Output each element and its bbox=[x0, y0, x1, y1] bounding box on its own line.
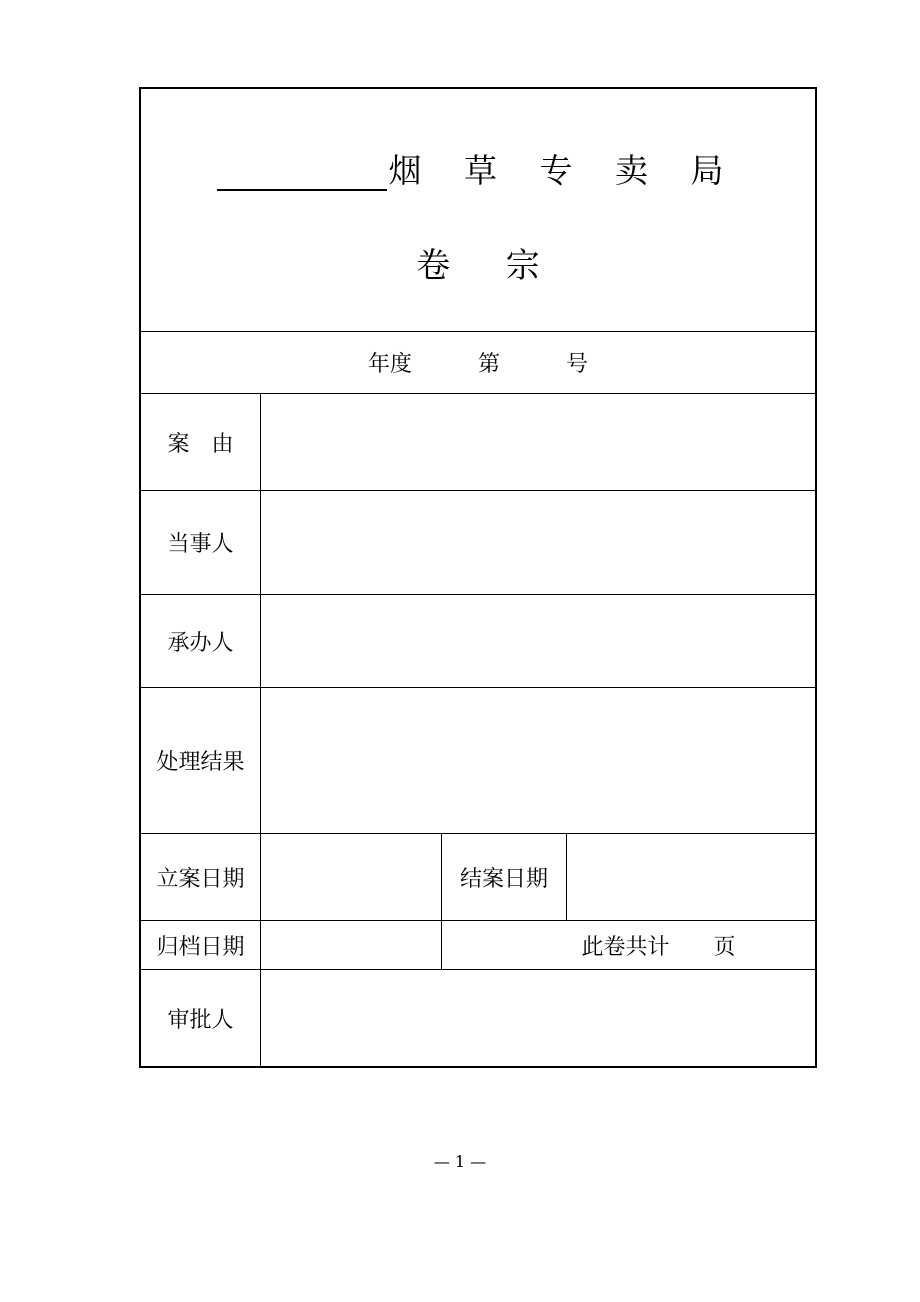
page-count-text: 此卷共计 页 bbox=[581, 934, 736, 960]
org-title bbox=[141, 141, 815, 191]
org-title-suffix: 烟 草 专 卖 局 bbox=[388, 151, 740, 190]
result-field[interactable] bbox=[261, 688, 815, 833]
party-label: 当事人 bbox=[167, 532, 234, 557]
handler-field[interactable] bbox=[261, 595, 815, 687]
filing-date-field[interactable] bbox=[261, 834, 441, 920]
org-name-blank[interactable] bbox=[217, 149, 387, 191]
case-file-cover-form bbox=[139, 87, 817, 1068]
handler-label: 承办人 bbox=[167, 630, 234, 656]
archive-date-label: 归档日期 bbox=[156, 934, 245, 960]
approver-label: 审批人 bbox=[167, 1007, 234, 1033]
case-reason-label: 案 由 bbox=[167, 431, 234, 457]
doc-type-title: 卷 宗 bbox=[416, 245, 540, 286]
party-field[interactable] bbox=[261, 491, 815, 594]
filing-date-label: 立案日期 bbox=[156, 866, 245, 892]
closing-date-label: 结案日期 bbox=[459, 866, 548, 892]
case-reason-field[interactable] bbox=[261, 394, 815, 490]
year-number-row: 年度 第 号 bbox=[367, 352, 588, 377]
closing-date-field[interactable] bbox=[567, 834, 815, 920]
approver-field[interactable] bbox=[261, 970, 815, 1066]
result-label: 处理结果 bbox=[156, 750, 245, 775]
page-number: — 1 — bbox=[433, 1152, 487, 1171]
archive-date-field[interactable] bbox=[261, 921, 441, 969]
